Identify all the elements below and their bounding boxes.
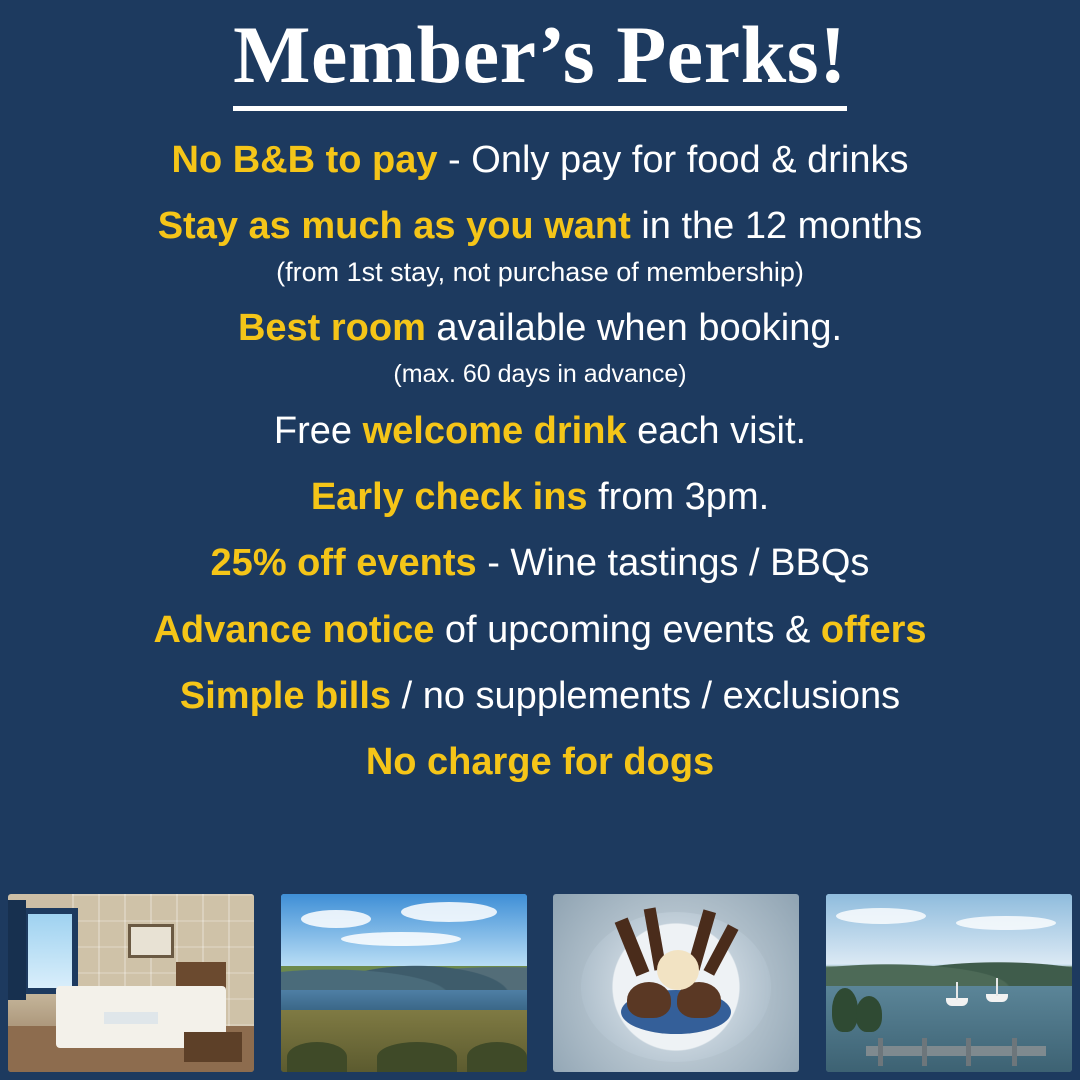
hotel-bedroom-photo (8, 894, 254, 1072)
perk-7-text: of upcoming events & (434, 608, 821, 651)
perk-5-text: from 3pm. (587, 475, 770, 518)
bush (287, 1042, 347, 1072)
marina-jetty-photo (826, 894, 1072, 1072)
perk-6-highlight: 25% off events (210, 542, 477, 585)
perk-line-9 (0, 739, 1080, 785)
cloud (401, 902, 497, 922)
tree (832, 988, 858, 1032)
perk-7-highlight: Advance notice (153, 608, 435, 651)
jetty-post (966, 1038, 971, 1066)
boat-mast (996, 978, 998, 996)
jetty (866, 1046, 1046, 1056)
perk-line-2 (0, 203, 1080, 249)
perk-2-text: in the 12 months (630, 205, 923, 248)
perk-9-highlight: No charge for dogs (365, 741, 715, 784)
chocolate-mousse (627, 982, 671, 1018)
jetty-post (922, 1038, 927, 1066)
bedroom-window (22, 908, 78, 994)
perk-6-text: - Wine tastings / BBQs (476, 542, 870, 585)
perk-line-5 (0, 474, 1080, 520)
title-container (0, 0, 1080, 111)
perk-3-highlight: Best room (237, 306, 426, 349)
perks-list (0, 111, 1080, 890)
cloud (301, 910, 371, 928)
perk-line-8 (0, 673, 1080, 719)
folded-towels (104, 1012, 158, 1024)
photo-strip (0, 890, 1080, 1080)
bush (377, 1042, 457, 1072)
perk-8-highlight: Simple bills (179, 674, 392, 717)
tree (856, 996, 882, 1032)
loch-and-hills-photo (281, 894, 527, 1072)
perk-1-highlight: No B&B to pay (171, 139, 438, 181)
cloud (341, 932, 461, 946)
page-title: Member’s Perks! (233, 14, 847, 111)
perk-7-highlight-2: offers (820, 608, 927, 651)
perk-line-3 (0, 305, 1080, 351)
jetty-post (1012, 1038, 1017, 1066)
perk-3-text: available when booking. (425, 306, 843, 349)
perk-line-1 (0, 137, 1080, 183)
perk-line-7 (0, 607, 1080, 653)
cloud (956, 916, 1056, 930)
perk-1-text: - Only pay for food & drinks (437, 139, 909, 181)
perk-4-text: each visit. (626, 409, 807, 452)
bedroom-wall-picture (128, 924, 174, 958)
perk-5-highlight: Early check ins (310, 475, 588, 518)
perk-2-note: (from 1st stay, not purchase of membership) (276, 256, 804, 287)
hills (826, 952, 1072, 988)
jetty-post (878, 1038, 883, 1066)
cloud (836, 908, 926, 924)
perk-2-highlight: Stay as much as you want (157, 205, 631, 248)
perk-8-text: / no supplements / exclusions (391, 674, 901, 717)
perk-line-4 (0, 408, 1080, 454)
bedroom-bench (184, 1032, 242, 1062)
bedroom-curtain (8, 900, 26, 1000)
boat-mast (956, 982, 958, 1000)
perk-4-highlight: welcome drink (362, 409, 627, 452)
bush (467, 1042, 527, 1072)
chocolate-dessert-photo (553, 894, 799, 1072)
perk-3-note: (max. 60 days in advance) (393, 360, 687, 389)
perk-4-prefix: Free (273, 409, 363, 452)
perk-line-6 (0, 540, 1080, 586)
